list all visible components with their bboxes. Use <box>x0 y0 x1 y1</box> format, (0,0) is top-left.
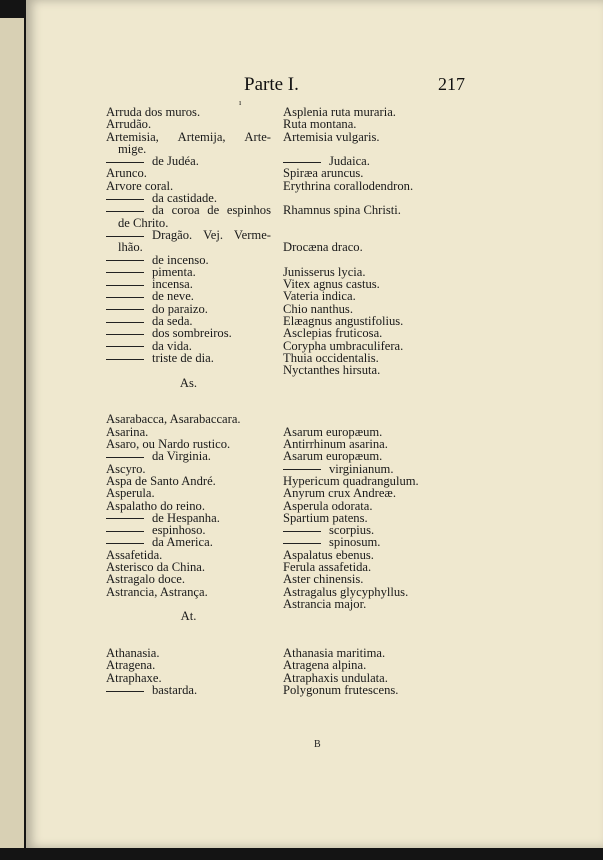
ditto-dash <box>283 469 321 470</box>
entry-text: scorpius. <box>329 523 375 538</box>
entry-text: Antirrhinum asarina. <box>283 437 388 452</box>
entry-line <box>283 610 473 622</box>
entry-text: Arunco. <box>106 166 147 181</box>
entry-line <box>283 204 473 216</box>
entry-text: dos sombreiros. <box>152 326 232 341</box>
section-heading <box>106 610 271 622</box>
entry-text: de Judéa. <box>152 154 199 169</box>
entry-text: As. <box>179 375 198 390</box>
entry-text: Astrancia, Astrança. <box>106 584 208 599</box>
entry-line <box>106 352 271 364</box>
entry-line <box>283 180 473 192</box>
entry-line <box>283 217 473 229</box>
entry-text: Asperula. <box>106 486 155 501</box>
entry-text: Atragena. <box>106 658 156 673</box>
entry-text: Thuia occidentalis. <box>283 350 379 365</box>
ditto-dash <box>283 531 321 532</box>
entry-line <box>283 131 473 143</box>
ditto-dash <box>106 457 144 458</box>
entry-text: At. <box>180 609 197 624</box>
entry-text: Asarum europæum. <box>283 449 383 464</box>
ditto-dash <box>106 543 144 544</box>
entry-text: Ferula assafetida. <box>283 559 372 574</box>
entry-text: Asplenia ruta muraria. <box>283 105 396 119</box>
entry-text: Hypericum quadrangulum. <box>283 473 419 488</box>
ditto-dash <box>106 359 144 360</box>
entry-text: Corypha umbraculifera. <box>283 338 404 353</box>
ditto-dash <box>106 518 144 519</box>
entry-text: Assafetida. <box>106 547 163 562</box>
ditto-dash <box>106 334 144 335</box>
facing-page-edge <box>0 18 24 848</box>
entry-text: Polygonum frutescens. <box>283 682 399 697</box>
entry-text: Asperula odorata. <box>283 498 373 513</box>
ditto-dash <box>106 272 144 273</box>
entry-text: Asarabacca, Asarabaccara. <box>106 412 241 427</box>
entry-line <box>283 241 473 253</box>
entry-text: Aster chinensis. <box>283 572 364 587</box>
entry-text: Atraphaxe. <box>106 670 162 685</box>
entry-text: Atragena alpina. <box>283 658 367 673</box>
portuguese-names-column <box>106 106 271 696</box>
page-header <box>26 74 603 107</box>
entry-text: Aspa de Santo André. <box>106 473 216 488</box>
entry-line <box>283 684 473 696</box>
ditto-dash <box>106 260 144 261</box>
entry-text: Astragalo doce. <box>106 572 186 587</box>
ditto-dash <box>106 236 144 237</box>
entry-text: Atraphaxis undulata. <box>283 670 388 685</box>
entry-text: Astrancia major. <box>283 596 367 611</box>
entry-line <box>283 598 473 610</box>
entry-line <box>283 622 473 634</box>
entry-text: espinhoso. <box>152 523 206 538</box>
entry-text: Elæagnus angustifolius. <box>283 314 404 329</box>
printer-signature: B <box>314 739 321 750</box>
running-head: Parte I. <box>244 74 299 95</box>
entry-text: de neve. <box>152 289 194 304</box>
entry-text: bastarda. <box>152 682 198 697</box>
entry-text: Astragalus glycyphyllus. <box>283 584 409 599</box>
latin-names-column <box>283 106 473 696</box>
entry-text: Chio nanthus. <box>283 301 353 316</box>
entry-line <box>283 364 473 376</box>
page-number: 217 <box>438 74 465 94</box>
entry-line <box>106 622 271 634</box>
entry-text: Anyrum crux Andreæ. <box>283 486 396 501</box>
entry-text: Ascyro. <box>106 461 146 476</box>
entry-line <box>106 684 271 696</box>
entry-text: Aspalatho do reino. <box>106 498 205 513</box>
ditto-dash <box>106 346 144 347</box>
entry-text: da America. <box>152 535 213 550</box>
ditto-dash <box>106 297 144 298</box>
entry-text: da coroa de espinhos <box>152 203 271 218</box>
entry-text: da Virginia. <box>152 449 211 464</box>
entry-line <box>106 389 271 401</box>
entry-text: Aspalatus ebenus. <box>283 547 374 562</box>
entry-text: de incenso. <box>152 252 209 267</box>
book-page <box>26 0 603 848</box>
entry-text: de Hespanha. <box>152 510 220 525</box>
ditto-dash <box>106 285 144 286</box>
entry-line <box>283 377 473 389</box>
entry-text: Asclepias fruticosa. <box>283 326 383 341</box>
entry-text: Arrudão. <box>106 117 152 132</box>
entry-text: Judaica. <box>329 154 370 169</box>
entry-text: Athanasia. <box>106 646 160 661</box>
entry-text: Asarum europæum. <box>283 424 383 439</box>
entry-text: Nyctanthes hirsuta. <box>283 363 381 378</box>
entry-line <box>283 512 473 524</box>
entry-text: Athanasia maritima. <box>283 646 386 661</box>
ornament-mark: ı <box>239 98 242 107</box>
entry-text: pimenta. <box>152 264 196 279</box>
entry-text: Spartium patens. <box>283 510 368 525</box>
entry-text: spinosum. <box>329 535 381 550</box>
ditto-dash <box>106 199 144 200</box>
entry-text: de Chrito. <box>118 215 169 230</box>
entry-line <box>283 401 473 413</box>
section-heading <box>106 377 271 389</box>
entry-text: Junisserus lycia. <box>283 264 366 279</box>
entry-text: Asterisco da China. <box>106 559 205 574</box>
entry-text: Ruta montana. <box>283 117 357 132</box>
entry-text: da seda. <box>152 314 193 329</box>
entry-text: Vitex agnus castus. <box>283 277 380 292</box>
entry-text: lhão. <box>118 240 143 255</box>
ditto-dash <box>283 162 321 163</box>
ditto-dash <box>106 322 144 323</box>
entry-line <box>283 389 473 401</box>
entry-text: Artemisia, Artemija, Arte- <box>106 129 271 144</box>
entry-text: Spiræa aruncus. <box>283 166 364 181</box>
entry-line <box>283 143 473 155</box>
entry-text: virginianum. <box>329 461 394 476</box>
entry-text: incensa. <box>152 277 193 292</box>
entry-text: Rhamnus spina Christi. <box>283 203 401 218</box>
entry-text: Erythrina corallodendron. <box>283 178 414 193</box>
entry-text: do paraizo. <box>152 301 208 316</box>
entry-text: Asarina. <box>106 424 149 439</box>
entry-text: da castidade. <box>152 191 218 206</box>
ditto-dash <box>106 531 144 532</box>
entry-line <box>106 586 271 598</box>
ditto-dash <box>106 162 144 163</box>
entry-text: Asaro, ou Nardo rustico. <box>106 437 231 452</box>
entry-text: Arruda dos muros. <box>106 105 201 119</box>
ditto-dash <box>106 691 144 692</box>
entry-text: triste de dia. <box>152 350 214 365</box>
ditto-dash <box>106 211 144 212</box>
entry-text: Vateria indica. <box>283 289 356 304</box>
entry-text: Dragão. Vej. Verme- <box>152 227 271 242</box>
entry-text: Artemisia vulgaris. <box>283 129 380 144</box>
entry-text: Drocæna draco. <box>283 240 363 255</box>
ditto-dash <box>106 309 144 310</box>
entry-text: mige. <box>118 141 147 156</box>
entry-text: da vida. <box>152 338 192 353</box>
ditto-dash <box>283 543 321 544</box>
entry-text: Arvore coral. <box>106 178 174 193</box>
